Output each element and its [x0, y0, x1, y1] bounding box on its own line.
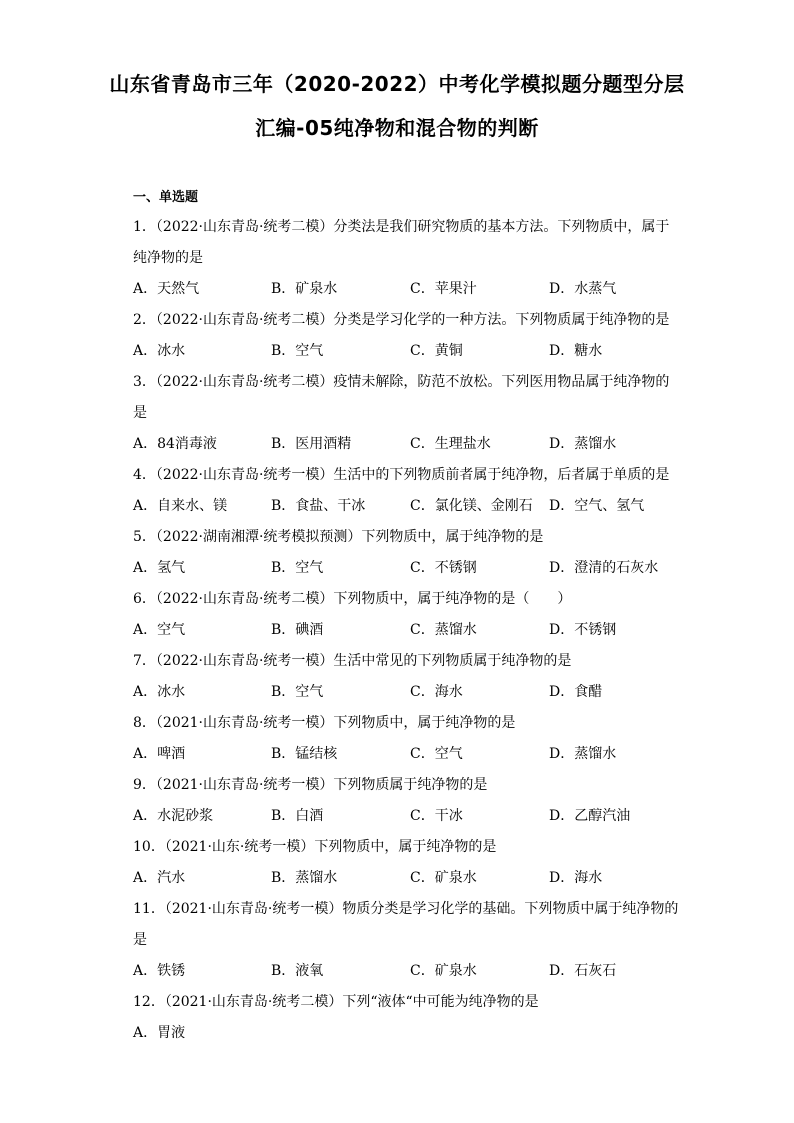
- option-d: D．空气、氢气: [549, 498, 645, 514]
- options-row: [133, 677, 673, 708]
- question-9: [133, 770, 673, 832]
- question-text-line: 11．（2021·山东青岛·统考一模）物质分类是学习化学的基础。下列物质中属于纯净物的: [133, 901, 679, 917]
- option-d: D．蒸馏水: [549, 436, 617, 452]
- option-a: A．胃液: [133, 1025, 186, 1041]
- option-a: A．84消毒液: [133, 436, 217, 452]
- option-d: D．乙醇汽油: [549, 808, 631, 824]
- document-title-line-1: 山东省青岛市三年（2020-2022）中考化学模拟题分题型分层: [109, 72, 685, 96]
- question-text-line: 8．（2021·山东青岛·统考一模）下列物质中，属于纯净物的是: [133, 715, 516, 731]
- question-8: [133, 708, 673, 770]
- question-text-line: 纯净物的是: [133, 250, 203, 266]
- option-d: D．食醋: [549, 684, 603, 700]
- question-text-line: 是: [133, 932, 147, 948]
- options-row: [133, 615, 673, 646]
- option-a: A．铁锈: [133, 963, 186, 979]
- option-a: A．冰水: [133, 684, 186, 700]
- question-text-line: 9．（2021·山东青岛·统考一模）下列物质属于纯净物的是: [133, 777, 488, 793]
- question-text-line: 6．（2022·山东青岛·统考二模）下列物质中，属于纯净物的是（ ）: [133, 591, 572, 607]
- option-b: B．碘酒: [271, 622, 324, 638]
- option-a: A．冰水: [133, 343, 186, 359]
- option-a: A．水泥砂浆: [133, 808, 214, 824]
- question-3: [133, 367, 673, 460]
- question-list: [133, 212, 679, 1049]
- option-a: A．氢气: [133, 560, 186, 576]
- option-b: B．蒸馏水: [271, 870, 338, 886]
- question-text-line: 10．（2021·山东·统考一模）下列物质中，属于纯净物的是: [133, 839, 497, 855]
- option-c: C．矿泉水: [410, 963, 477, 979]
- option-d: D．水蒸气: [549, 281, 617, 297]
- question-5: [133, 522, 673, 584]
- option-c: C．蒸馏水: [410, 622, 477, 638]
- options-row: [133, 274, 673, 305]
- option-a: A．汽水: [133, 870, 186, 886]
- question-10: [133, 832, 673, 894]
- question-text-line: 3．（2022·山东青岛·统考二模）疫情未解除，防范不放松。下列医用物品属于纯净物的: [133, 374, 670, 390]
- option-c: C．苹果汁: [410, 281, 477, 297]
- question-11: [133, 894, 679, 987]
- option-b: B．白酒: [271, 808, 324, 824]
- option-a: A．空气: [133, 622, 186, 638]
- option-d: D．不锈钢: [549, 622, 617, 638]
- options-row: [133, 956, 673, 987]
- options-row: [133, 336, 673, 367]
- option-b: B．液氧: [271, 963, 324, 979]
- question-2: [133, 305, 673, 367]
- question-text-line: 5．（2022·湖南湘潭·统考模拟预测）下列物质中，属于纯净物的是: [133, 529, 544, 545]
- option-b: B．锰结核: [271, 746, 338, 762]
- option-a: A．自来水、镁: [133, 498, 228, 514]
- options-row: [133, 429, 673, 460]
- option-d: D．石灰石: [549, 963, 617, 979]
- option-b: B．医用酒精: [271, 436, 352, 452]
- option-a: A．天然气: [133, 281, 200, 297]
- question-7: [133, 646, 673, 708]
- question-4: [133, 460, 673, 522]
- option-b: B．空气: [271, 684, 324, 700]
- options-row: [133, 1018, 673, 1049]
- option-a: A．啤酒: [133, 746, 186, 762]
- option-c: C．海水: [410, 684, 463, 700]
- question-1: [133, 212, 673, 305]
- option-b: B．矿泉水: [271, 281, 338, 297]
- option-c: C．氯化镁、金刚石: [410, 498, 533, 514]
- options-row: [133, 739, 673, 770]
- options-row: [133, 801, 673, 832]
- option-b: B．空气: [271, 560, 324, 576]
- question-text-line: 12．（2021·山东青岛·统考二模）下列“液体“中可能为纯净物的是: [133, 994, 539, 1010]
- question-12: [133, 987, 673, 1049]
- options-row: [133, 491, 673, 522]
- option-c: C．黄铜: [410, 343, 463, 359]
- option-c: C．干冰: [410, 808, 463, 824]
- option-d: D．蒸馏水: [549, 746, 617, 762]
- question-text-line: 是: [133, 405, 147, 421]
- option-b: B．食盐、干冰: [271, 498, 366, 514]
- question-text-line: 2．（2022·山东青岛·统考二模）分类是学习化学的一种方法。下列物质属于纯净物的是: [133, 312, 670, 328]
- options-row: [133, 863, 673, 894]
- question-text-line: 4．（2022·山东青岛·统考一模）生活中的下列物质前者属于纯净物，后者属于单质的是: [133, 467, 670, 483]
- option-b: B．空气: [271, 343, 324, 359]
- option-c: C．不锈钢: [410, 560, 477, 576]
- question-text-line: 7．（2022·山东青岛·统考一模）生活中常见的下列物质属于纯净物的是: [133, 653, 572, 669]
- question-6: [133, 584, 673, 646]
- option-c: C．矿泉水: [410, 870, 477, 886]
- option-d: D．海水: [549, 870, 603, 886]
- option-c: C．空气: [410, 746, 463, 762]
- document-title-line-2: 汇编-05纯净物和混合物的判断: [255, 116, 539, 140]
- option-d: D．糖水: [549, 343, 603, 359]
- option-d: D．澄清的石灰水: [549, 560, 659, 576]
- options-row: [133, 553, 673, 584]
- question-text-line: 1．（2022·山东青岛·统考二模）分类法是我们研究物质的基本方法。下列物质中，属于: [133, 219, 670, 235]
- section-heading: 一、单选题: [133, 190, 199, 205]
- option-c: C．生理盐水: [410, 436, 491, 452]
